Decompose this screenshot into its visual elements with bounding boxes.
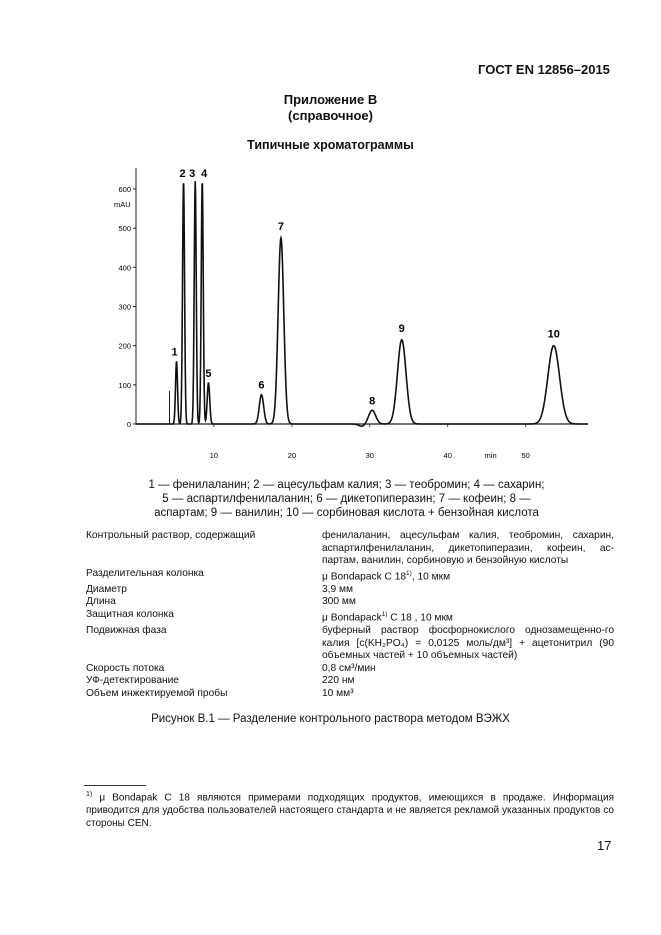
footnote-ref: 1): [381, 610, 388, 618]
peak-label: 8: [369, 395, 376, 408]
footnote-divider: [84, 785, 146, 786]
y-tick-label: 0: [126, 420, 131, 429]
param-value: 220 нм: [322, 675, 355, 687]
peak-label: 4: [201, 168, 208, 181]
peak-legend: [80, 478, 613, 520]
param-label: УФ-детектирование: [86, 675, 179, 687]
param-label: Скорость потока: [86, 662, 165, 674]
document-code: ГОСТ EN 12856–2015: [478, 62, 610, 77]
x-tick-label: 30: [365, 451, 374, 460]
peak-labels: [171, 168, 559, 407]
param-label: Длина: [86, 596, 116, 608]
chromatogram-trace: [136, 181, 588, 426]
peak-label: 7: [277, 220, 285, 233]
y-tick-label: 200: [118, 341, 131, 351]
param-value-tail: , 10 мкм: [411, 571, 451, 583]
param-value: 300 мм: [322, 596, 356, 608]
peak-label: 6: [258, 379, 265, 392]
x-tick-label: 10: [209, 451, 219, 460]
peak-label: 10: [547, 328, 560, 341]
conditions-table: [86, 530, 614, 701]
param-label: Диаметр: [86, 583, 127, 595]
legend-line: 1 — фенилаланин; 2 — ацесульфам калия; 3 — теобромин; 4 — сахарин;: [148, 479, 545, 491]
legend-line: аспартам; 9 — ванилин; 10 — сорбиновая кислота + бензойная кислота: [154, 507, 539, 519]
chart-gridlines: [133, 189, 526, 427]
param-row: [86, 584, 614, 597]
param-value-tail: C 18 , 10 мкм: [387, 612, 453, 624]
param-label: Подвижная фаза: [86, 624, 167, 636]
chromatogram-title: Типичные хроматограммы: [247, 138, 414, 152]
y-tick-label: 400: [118, 263, 131, 273]
param-row: [86, 530, 614, 568]
peak-label: 5: [205, 367, 212, 380]
param-value: [322, 609, 614, 625]
param-value-main: μ Bondapack: [322, 612, 382, 624]
param-row: [86, 675, 614, 688]
y-tick-label: 500: [118, 224, 131, 234]
param-row: [86, 609, 614, 625]
param-label: Защитная колонка: [86, 608, 174, 620]
param-value-main: μ Bondapack C 18: [322, 571, 407, 583]
param-value: 3,9 мм: [322, 583, 354, 595]
param-row: [86, 688, 614, 701]
peak-label: 3: [189, 168, 196, 181]
peak-label: 9: [398, 322, 405, 335]
param-row: [86, 625, 614, 663]
param-label: Объем инжектируемой пробы: [86, 687, 228, 699]
appendix-title: Приложение В: [283, 92, 378, 107]
param-value: 0,8 см³/мин: [322, 662, 376, 674]
y-tick-labels: [118, 185, 131, 429]
footnote-text: μ Bondapak C 18 являются примерами подходящих продуктов, имеющихся в продаже. Информация приводится для удобства пользователей настоящего стандарта и не является рекламой указанных продуктов со стороны CEN.: [86, 792, 614, 830]
y-tick-label: 300: [118, 302, 131, 312]
x-unit-label: min: [484, 451, 497, 460]
page-number: 17: [597, 838, 612, 853]
peak-label: 2: [179, 168, 186, 181]
param-value: [322, 568, 614, 584]
appendix-subtitle: (справочное): [288, 108, 373, 123]
x-tick-label: 20: [287, 451, 297, 460]
x-tick-labels: [210, 451, 530, 460]
figure-caption: Рисунок В.1 — Разделение контрольного раствора методом ВЭЖХ: [151, 713, 510, 725]
param-row: [86, 568, 614, 584]
param-row: [86, 663, 614, 676]
footnote: [86, 788, 614, 830]
y-tick-label: 600: [118, 185, 131, 194]
footnote-marker: 1): [86, 791, 93, 798]
param-label: Разделительная колонка: [86, 567, 204, 579]
y-tick-label: 100: [118, 380, 131, 390]
x-tick-label: 50: [521, 451, 530, 460]
footnote-ref: 1): [406, 569, 412, 577]
param-value: фенилаланин, ацесульфам калия, теобромин, сахарин, аспартилфенилаланин, дикетопиперазин, кофеин, ас-партам, ванилин, сорбиновую и бензойную кислоты: [322, 530, 614, 567]
peak-label: 1: [171, 346, 178, 359]
param-value: буферный раствор фосфорнокислого однозамещенно-го калия [c(KH₂PO₄) = 0,0125 моль/дм³] + ацетонитрил (90 объемных частей + 10 объемных частей): [322, 624, 614, 662]
legend-line: 5 — аспартилфенилаланин; 6 — дикетопиперазин; 7 — кофеин; 8 —: [162, 493, 531, 505]
param-value: 10 мм³: [322, 687, 354, 699]
y-axis-label: mAU: [114, 200, 131, 209]
param-row: [86, 596, 614, 609]
param-label: Контрольный раствор, содержащий: [86, 530, 256, 541]
x-tick-label: 40: [443, 451, 452, 460]
